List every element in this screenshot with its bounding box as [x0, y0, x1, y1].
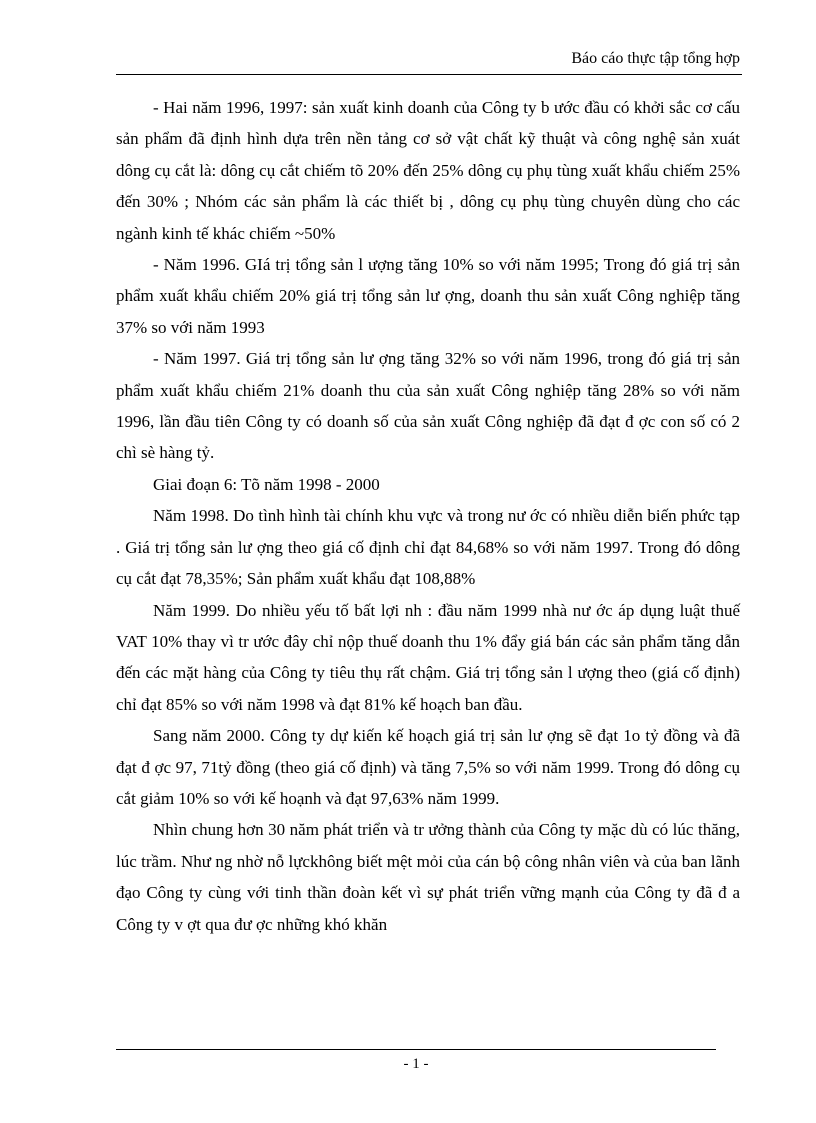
header-title: Báo cáo thực tập tổng hợp — [571, 50, 740, 67]
paragraph-1998: Năm 1998. Do tình hình tài chính khu vực và trong nư ớc có nhiều diễn biến phức tạp . Giá trị tổng sản lư ợng theo giá cố định chỉ đạt 84,68% so với năm 1997. Trong đó dông cụ cắt đạt 78,35%; Sản phẩm xuất khẩu đạt 108,88% — [116, 506, 740, 589]
paragraph-1999: Năm 1999. Do nhiều yếu tố bất lợi nh : đầu năm 1999 nhà nư ớc áp dụng luật thuế VAT 10% thay vì tr ước đây chỉ nộp thuế doanh thu 1% đẩy giá bán các sản phẩm tăng dẫn đến các mặt hàng của Công ty tiêu thụ rất chậm. Giá trị tổng sản l ượng theo (giá cố định) chỉ đạt 85% so với năm 1998 và đạt 81% kế hoạch ban đầu. — [116, 600, 740, 714]
footer-divider — [116, 1049, 716, 1050]
page-number: - 1 - — [403, 1056, 429, 1072]
paragraph-1997: - Năm 1997. Giá trị tổng sản lư ợng tăng 32% so với năm 1996, trong đó giá trị sản phẩm xuất khẩu chiếm 21% doanh thu của sản xuất Công nghiệp tăng 28% so với năm 1996, lần đầu tiên Công ty có doanh số của sản xuất Công nghiệp đã đạt đ ợc con số có 2 chì sè hàng tỷ. — [116, 349, 740, 463]
paragraph-2000: Sang năm 2000. Công ty dự kiến kế hoạch giá trị sản lư ợng sẽ đạt 1o tỷ đồng và đã đạt đ ợc 97, 71tỷ đồng (theo giá cố định) và tăng 7,5% so với năm 1999. Trong đó dông cụ cắt giảm 10% so với kế hoạnh và đạt 97,63% năm 1999. — [116, 726, 740, 808]
paragraph-1996-1997: - Hai năm 1996, 1997: sản xuất kinh doanh của Công ty b ước đầu có khởi sắc cơ cấu sản phẩm đã định hình dựa trên nền tảng cơ sở vật chất kỹ thuật và công nghệ sản xuát dông cụ cắt là: dông cụ cắt chiếm tõ 20% đến 25% dông cụ phụ tùng xuất khẩu chiếm 25% đến 30% ; Nhóm các sản phẩm là các thiết bị , dông cụ phụ tùng chuyên dùng cho các ngành kinh tế khác chiếm ~50% — [116, 98, 740, 243]
section-heading-stage-6: Giai đoạn 6: Tõ năm 1998 - 2000 — [153, 474, 380, 494]
paragraph-1996: - Năm 1996. GIá trị tổng sản l ượng tăng 10% so với năm 1995; Trong đó giá trị sản phẩm xuất khẩu chiếm 20% giá trị tổng sản lư ợng, doanh thu sản xuất Công nghiệp tăng 37% so với năm 1993 — [116, 255, 740, 337]
paragraph-summary: Nhìn chung hơn 30 năm phát triển và tr ưởng thành của Công ty mặc dù có lúc thăng, lúc trầm. Như ng nhờ nỗ lựckhông biết mệt mỏi của cán bộ công nhân viên và của ban lãnh đạo Công ty cùng với tinh thần đoàn kết vì sự phát triển vững mạnh của Công ty đã đ a Công ty v ợt qua đư ợc những khó khăn — [116, 820, 740, 934]
page-header — [116, 48, 742, 75]
document-body — [116, 92, 740, 940]
